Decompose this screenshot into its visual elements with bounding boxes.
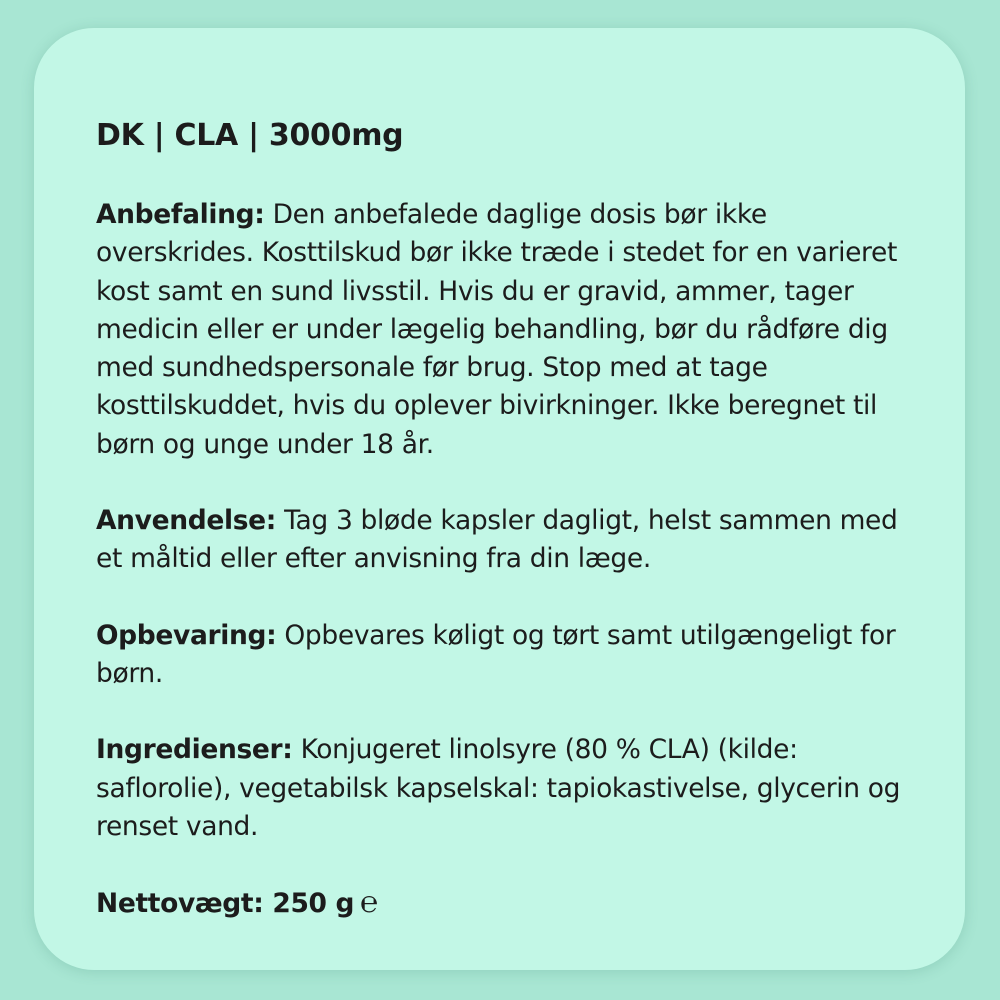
section-storage: [96, 617, 925, 694]
recommendation-text: Den anbefalede daglige dosis bør ikke overskrides. Kosttilskud bør ikke træde i stedet for en varieret kost samt en sund livsstil. Hvis du er gravid, ammer, tager medicin eller er under lægelig behandling, bør du rådføre dig med sundhedspersonale før brug. Stop med at tage kosttilskuddet, hvis du oplever bivirkninger. Ikke beregnet til børn og unge under 18 år.: [96, 199, 897, 460]
product-title: DK | CLA | 3000mg: [96, 118, 404, 153]
net-weight-label: Nettovægt:: [96, 888, 264, 920]
usage-label: Anvendelse:: [96, 505, 277, 537]
net-weight-value: 250 g: [272, 888, 355, 920]
net-weight: [96, 884, 925, 923]
storage-label: Opbevaring:: [96, 619, 277, 651]
section-recommendation: [96, 196, 925, 464]
recommendation-label: Anbefaling:: [96, 199, 265, 230]
section-usage: [96, 502, 925, 579]
product-info-card: [34, 28, 965, 970]
storage-text: Opbevares køligt og tørt samt utilgængeligt for børn.: [96, 619, 896, 689]
ingredients-text: Konjugeret linolsyre (80 % CLA) (kilde: saflorolie), vegetabilsk kapselskal: tapiokastivelse, glycerin og renset vand.: [96, 734, 901, 842]
usage-text: Tag 3 bløde kapsler dagligt, helst sammen med et måltid eller efter anvisning fra din læge.: [96, 505, 898, 575]
ingredients-label: Ingredienser:: [96, 734, 293, 766]
estimated-sign-icon: ℮: [360, 885, 378, 921]
section-ingredients: [96, 731, 925, 846]
